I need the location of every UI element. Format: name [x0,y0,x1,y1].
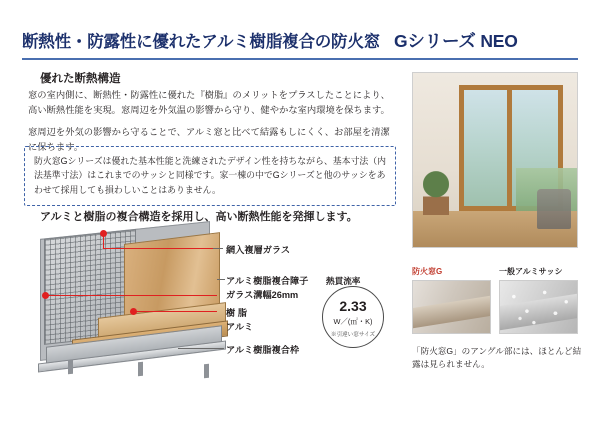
section-heading: アルミと樹脂の複合構造を採用し、高い断熱性能を発揮します。 [40,211,358,223]
comparison-item-g [412,266,491,334]
diagram-label-glass-groove: ガラス溝幅26mm [226,290,299,300]
callout-line-glass [103,248,213,249]
interior-photo [412,72,578,248]
note-text: 防火窓Gシリーズは優れた基本性能と洗練されたデザイン性を持ちながら、基本寸法（内法基準寸法）はこれまでのサッシと同様です。家一棟の中でGシリーズと他のサッシをあわせて採用しても損わしいことはありません。 [34,156,386,195]
photo-chair [537,189,571,229]
diagram-label-resin: 樹 脂 [226,308,247,318]
heat-transmittance-note: ※引違い窓サイズ [330,332,376,338]
lead-paragraph-2: 窓周辺を外気の影響から守ることで、アルミ窓と比べて結露もしにくく、お部屋を清潔に保ちます。 [28,127,390,153]
callout-line-resin [45,295,217,296]
page-title-main: 断熱性・防露性に優れたアルミ樹脂複合の防火窓 [22,33,380,51]
heat-transmittance-badge [322,286,384,348]
diagram-support-3 [204,364,209,379]
diagram-label-frame: アルミ樹脂複合枠 [226,345,300,355]
lead-paragraph-1: 窓の室内側に、断熱性・防露性に優れた『樹脂』のメリットをプラスしたことにより、高い断熱性能を実現。窓周辺を外気温の影響から守り、健やかな室内環境を保ちます。 [28,90,390,116]
heat-transmittance-value: 2.33 [339,298,367,314]
comparison-photo-g [412,280,491,334]
heat-transmittance-title: 熱貫流率 [326,276,361,286]
note-box [24,146,396,206]
header-divider [22,58,578,60]
page-title [22,28,518,53]
comparison-label-g: 防火窓G [412,267,443,276]
callout-line-frame [178,348,224,349]
comparison-caption: 「防火窓G」のアングル部には、ほとんど結露は見られません。 [412,346,582,370]
heat-transmittance-unit: W／(㎡・K) [333,317,373,326]
diagram-label-glass: 網入複層ガラス [226,245,291,255]
callout-line-sash [217,279,225,280]
diagram-support-1 [68,360,73,375]
photo-plant [423,171,449,215]
page-title-series: Gシリーズ NEO [393,31,518,51]
comparison-item-standard [499,266,578,334]
photo-window-mullion [507,85,512,211]
diagram-support-2 [138,362,143,377]
lead-heading: 優れた断熱構造 [40,73,121,85]
diagram-label-sash: アルミ樹脂複合障子 [226,276,309,286]
page-header [22,28,578,62]
comparison-photo-standard [499,280,578,334]
comparison-label-standard: 一般アルミサッシ [499,267,563,276]
condensation-comparison [412,266,578,336]
callout-line-glass-vert [103,234,104,248]
diagram-label-aluminum: アルミ [226,322,254,332]
callout-line-aluminum [133,311,217,312]
callout-line-glass-tail [213,248,223,249]
